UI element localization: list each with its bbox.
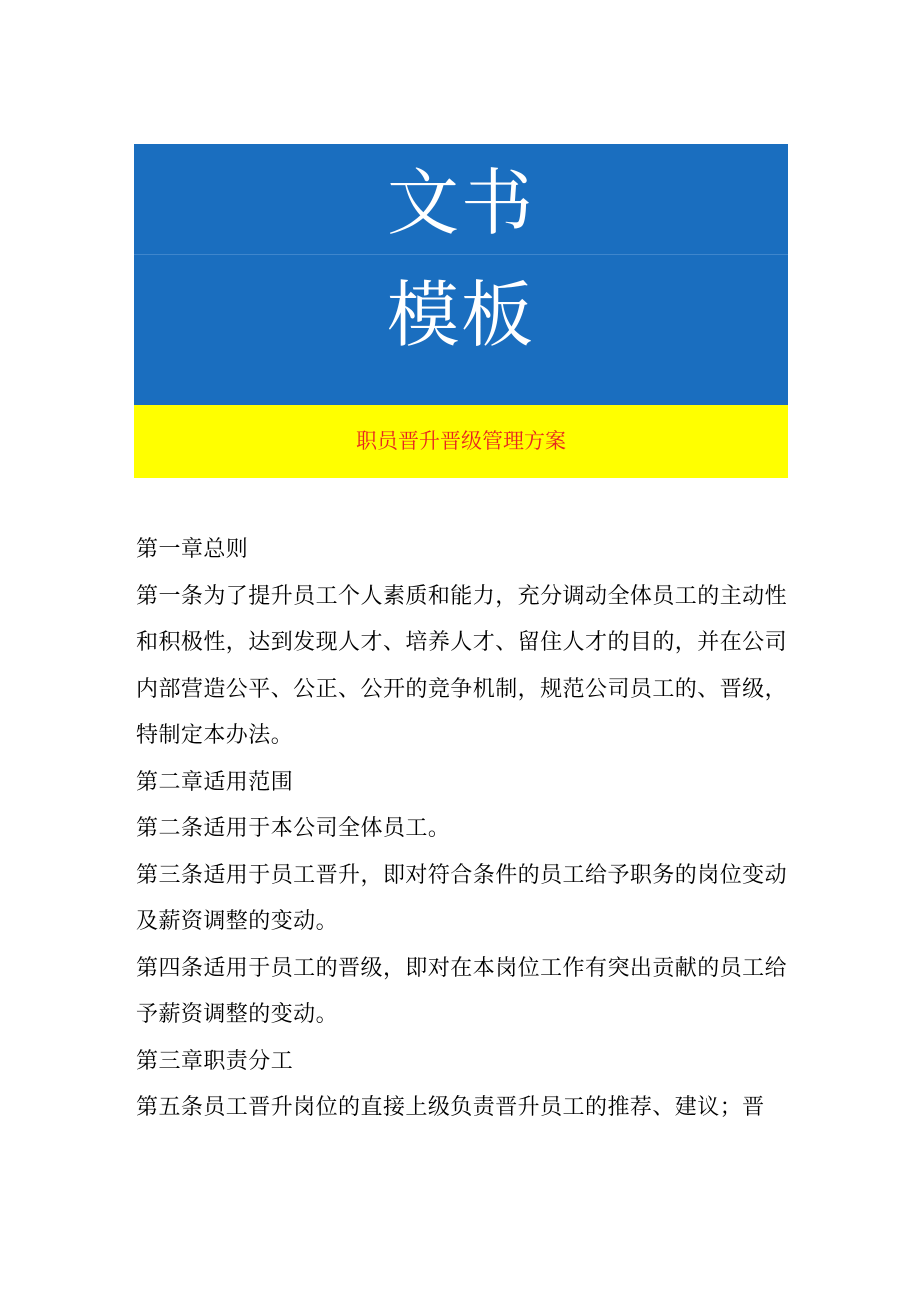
article-paragraph: 第五条员工晋升岗位的直接上级负责晋升员工的推荐、建议；晋: [136, 1095, 765, 1120]
article-paragraph: 第二条适用于本公司全体员工。: [136, 816, 451, 841]
article-paragraph: 第一条为了提升员工个人素质和能力，充分调动全体员工的主动性和积极性，达到发现人才、培养人才、留住人才的目的，并在公司内部营造公平、公正、公开的竞争机制，规范公司员工的、晋级，特制定本办法。: [136, 583, 788, 748]
article-paragraph: 第三条适用于员工晋升，即对符合条件的员工给予职务的岗位变动及薪资调整的变动。: [136, 862, 788, 934]
chapter-heading: 第二章适用范围: [136, 769, 294, 795]
chapter-heading: 第三章职责分工: [136, 1048, 294, 1074]
document-subtitle: 职员晋升晋级管理方案: [356, 429, 566, 453]
cover-divider: [134, 254, 788, 255]
cover-title-line-2: 模板: [386, 273, 535, 357]
cover-title-line-1: 文书: [386, 161, 535, 245]
chapter-heading: 第一章总则: [136, 537, 249, 562]
article-paragraph: 第四条适用于员工的晋级，即对在本岗位工作有突出贡献的员工给予薪资调整的变动。: [136, 955, 788, 1027]
document-body: [136, 527, 790, 1132]
